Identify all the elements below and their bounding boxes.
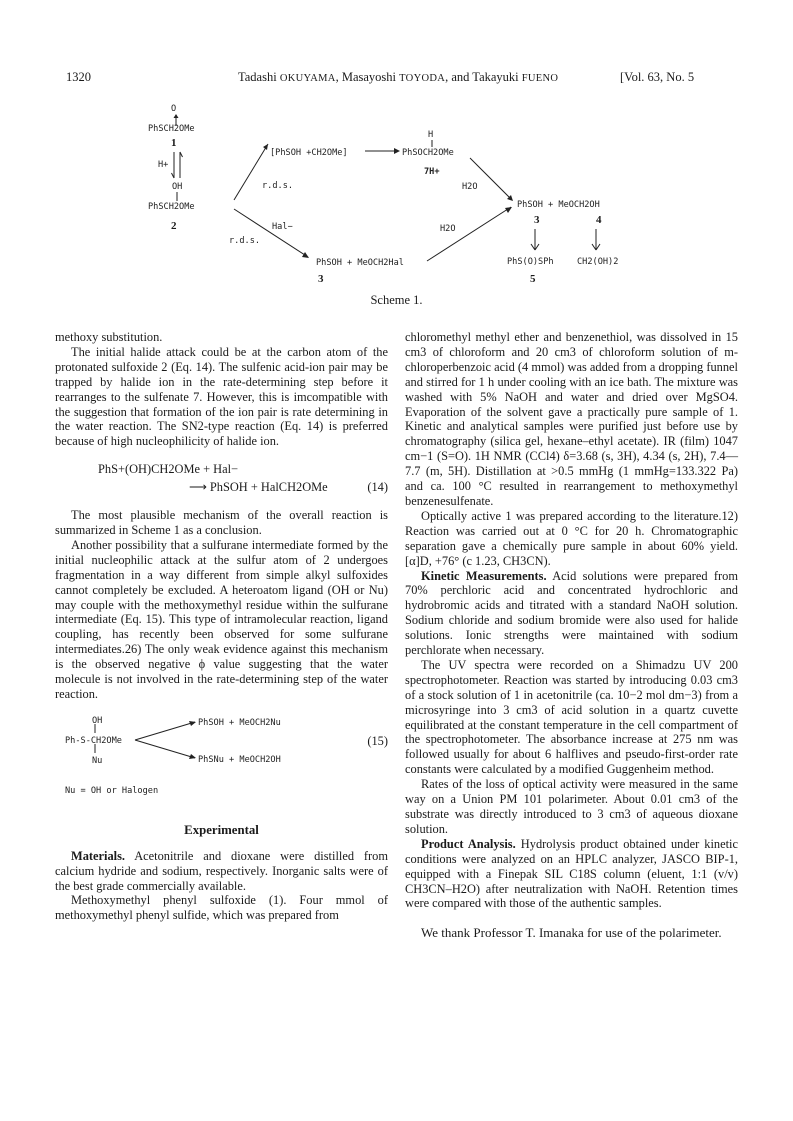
s-h-bond xyxy=(430,140,434,148)
scheme-h: H xyxy=(428,130,434,140)
compound-1: PhSCH2OMe xyxy=(148,124,195,134)
paragraph-methoxy: methoxy substitution. xyxy=(55,330,163,344)
equation-14-line2: ⟶ PhSOH + HalCH2OMe (14) xyxy=(189,480,388,495)
arrow-4-to-hydrate-icon xyxy=(591,229,601,251)
arrow-to-products-icon xyxy=(468,156,516,204)
equilibrium-arrows-icon xyxy=(171,150,183,180)
compound-2: PhSCH2OMe xyxy=(148,202,195,212)
rds-label-1: r.d.s. xyxy=(262,181,294,191)
equation-14-line1: PhS+(OH)CH2OMe + Hal− xyxy=(98,462,239,477)
ion-pair: [PhSOH +CH2OMe] xyxy=(270,148,348,158)
label-3b: 3 xyxy=(318,273,324,285)
label-1: 1 xyxy=(171,137,177,149)
eq15-nu: Nu xyxy=(92,755,103,766)
arrow-to-halide-products-icon xyxy=(232,207,312,261)
paragraph-kinetic: Kinetic Measurements. Acid solutions were prepared from 70% perchloric acid and concentrated hydrochloric and hydrobromic acids and titrated with a standard NaOH solution. Sodium chloride and sodium bromide were also used for halide solutions. Ionic strengths were maintained with sodium perchlorate when necessary. xyxy=(405,568,739,658)
eq15-oh: OH xyxy=(92,715,103,726)
arrow-to-sulfenate-icon xyxy=(365,146,401,156)
compound-7h: PhSOCH2OMe xyxy=(402,148,454,158)
left-column xyxy=(55,330,388,923)
paragraph-uv-spectra: The UV spectra were recorded on a Shimadzu UV 200 spectrophotometer. Reaction was started by introducing 0.03 cm3 of a stock solution of 1 in acetonitrile (ca. 10−2 mol dm−3) from a microsyringe into 3 cm3 of acid solution in a quartz cuvette equilibrated at the constant temperature in the cell compartment of the spectrophotometer. The absorbance increase at 275 nm was followed usually for about 6 halflives and pseudo-first-order rate constants were calculated by a modified Guggenheim method. xyxy=(405,657,738,777)
paragraph-mechanism: The most plausible mechanism of the overall reaction is summarized in Scheme 1 as a conclusion. xyxy=(55,508,388,537)
scheme-oxygen: O xyxy=(171,104,177,114)
arrow-3-to-5-icon xyxy=(530,229,540,251)
label-4: 4 xyxy=(596,214,602,226)
h2o-label-1: H2O xyxy=(462,182,478,192)
paragraph-prep-continued: chloromethyl methyl ether and benzenethiol, was dissolved in 15 cm3 of chloroform and 20 cm3 of chloroform solution of m-chloroperbenzoic acid (4 mmol) was added from a dropping funnel and stirred for 1 h under cooling with an ice bath. The mixture was washed with 5% NaOH and water and dried over MgSO4. Evaporation of the solvent gave a practically pure sample of 1. Kinetic and analytical samples were purified just before use by chromatography (silica gel, hexane–ethyl acetate). IR (film) 1047 cm−1 (S=O). 1H NMR (CCl4) δ=3.68 (s, 3H), 4.34 (s, 2H), 7.4—7.7 (m, 5H). Distillation at >0.5 mmHg (1 mmHg=133.322 Pa) and ca. 100 °C resulted in rearrangement to methoxymethyl benzenesulfenate. xyxy=(405,330,738,508)
eq15-bond-bottom xyxy=(93,744,97,754)
acknowledgment: We thank Professor T. Imanaka for use of the polarimeter. xyxy=(421,925,722,941)
h2o-label-2: H2O xyxy=(440,224,456,234)
label-7h: 7H+ xyxy=(424,167,440,177)
eq15-branch-arrows-icon xyxy=(133,717,199,763)
page-number: 1320 xyxy=(66,70,91,84)
halide-label: Hal− xyxy=(272,222,293,232)
paragraph-sulfoxide-prep: Methoxymethyl phenyl sulfoxide (1). Four mmol of methoxymethyl phenyl sulfide, which was prepared from xyxy=(55,893,388,923)
scheme-hydroxyl: OH xyxy=(172,182,183,192)
label-5: 5 xyxy=(530,273,536,285)
label-3a: 3 xyxy=(534,214,540,226)
rds-label-2: r.d.s. xyxy=(229,236,261,246)
paragraph-optically-active: Optically active 1 was prepared according to the literature.12) Reaction was carried out at 0 °C for 20 h. Chromatographic separation gave a chemically pure sample in about 60% yield. [α]D, +76° (c 1.23, CH3CN). xyxy=(405,508,738,568)
equation-15-number: (15) xyxy=(367,733,388,748)
experimental-heading: Experimental xyxy=(184,822,259,837)
paragraph-product-analysis: Product Analysis. Hydrolysis product obtained under kinetic conditions were analyzed on an HPLC analyzer, JASCO BIP-1, equipped with a Finepak SIL C18S column (eluent, 1:1 (v/v) CH3CN–H2O) after neutralization with NaOH. Retention times were compared with those of the authentic samples. xyxy=(405,836,738,911)
equation-14-number: (14) xyxy=(367,480,388,495)
s-oh-bond xyxy=(175,192,179,202)
eq15-product-2: PhSNu + MeOCH2OH xyxy=(198,754,281,765)
eq15-note: Nu = OH or Halogen xyxy=(65,785,159,796)
compound-5: PhS(O)SPh xyxy=(507,257,554,267)
arrow-to-ion-pair-icon xyxy=(232,140,272,202)
arrow-halide-to-products-icon xyxy=(425,205,515,263)
methanediol: CH2(OH)2 xyxy=(577,257,619,267)
eq15-reactant: Ph-S-CH2OMe xyxy=(65,735,122,746)
scheme-caption: Scheme 1. xyxy=(370,293,423,307)
volume-label: [Vol. 63, No. 5 xyxy=(620,70,695,84)
water-products: PhSOH + MeOCH2OH xyxy=(517,200,600,210)
label-2: 2 xyxy=(171,220,177,232)
paragraph-materials: Materials. Acetonitrile and dioxane were distilled from calcium hydride and sodium, respectively. Inorganic salts were of the best grade commercially available. xyxy=(55,848,388,893)
paragraph-halide-attack: The initial halide attack could be at the carbon atom of the protonated sulfoxide 2 (Eq. 14). The sulfenic acid-ion pair may be trapped by halide ion in the rate-determining step before it rearranges to the sulfenate 7. However, this is imcompatible with the suggestion that formation of the ion pair is rate determining in the water reaction. The SN2-type reaction (Eq. 14) is preferred because of high nucleophilicity of halide ion. xyxy=(55,344,388,449)
eq15-bond-top xyxy=(93,724,97,734)
running-head-authors: Tadashi OKUYAMA, Masayoshi TOYODA, and Takayuki FUENO xyxy=(238,70,559,84)
right-column xyxy=(405,330,738,941)
h-plus: H+ xyxy=(158,160,169,170)
eq15-product-1: PhSOH + MeOCH2Nu xyxy=(198,717,281,728)
equation-15 xyxy=(55,712,388,812)
paragraph-optical-rates: Rates of the loss of optical activity were measured in the same way on a Union PM 101 polarimeter. About 0.01 cm3 of the substrate was directly introduced to 3 cm3 of aqueous dioxane solution. xyxy=(405,777,738,836)
paragraph-sulfurane: Another possibility that a sulfurane intermediate formed by the initial nucleophilic attack at the sulfur atom of 2 undergoes fragmentation in a way different from simple alkyl sulfoxides cannot completely be excluded. A heteroatom ligand (OH or Nu) may couple with the methoxymethyl residue within the sulfurane intermediate (Eq. 15). This type of intramolecular reaction, ligand coupling, has recently been observed for some sulfurane intermediates.26) The only weak evidence against this mechanism is the observed negative ϕ value suggesting that the water molecule is not involved in the rate-determining step of the water reaction. xyxy=(55,537,388,701)
halide-products: PhSOH + MeOCH2Hal xyxy=(316,258,404,268)
